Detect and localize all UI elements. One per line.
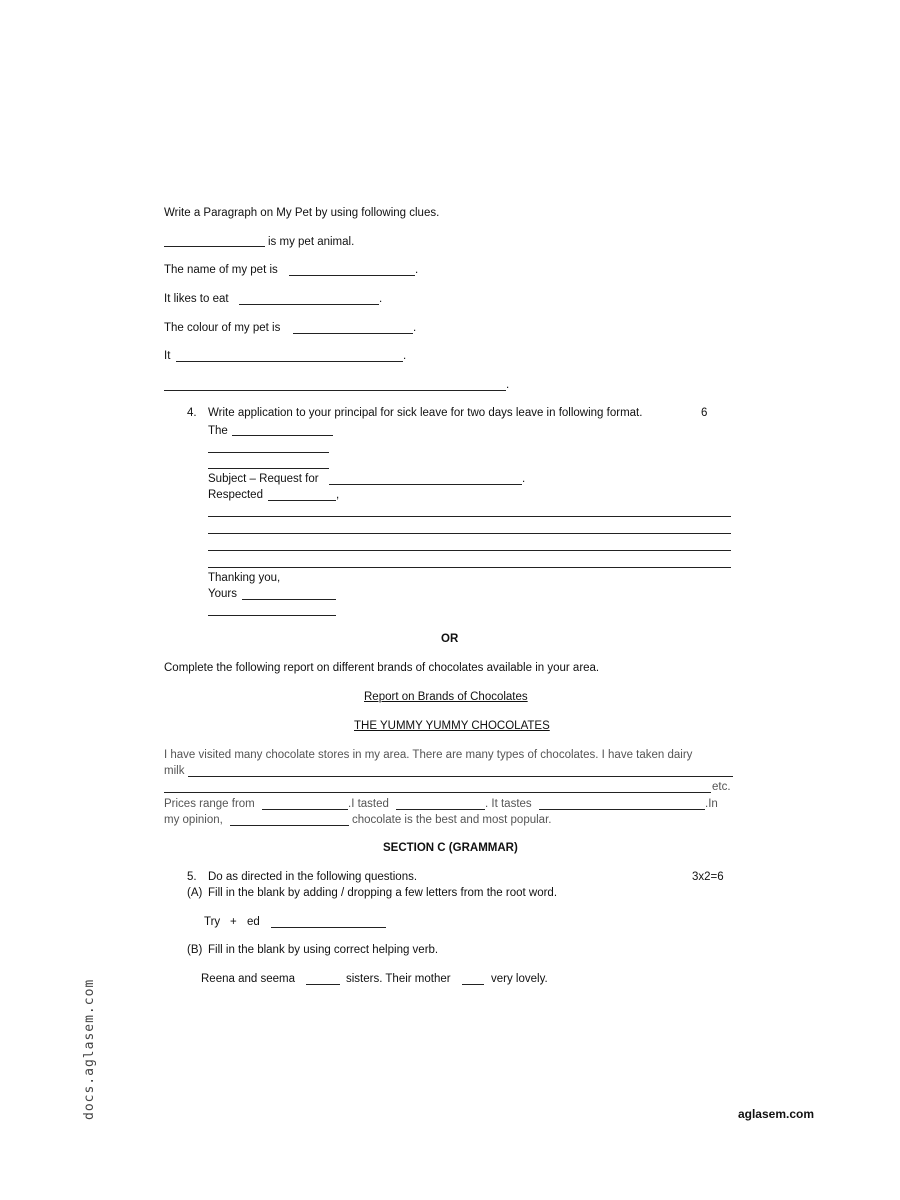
pet-line-2: The name of my pet is — [164, 264, 278, 276]
q5b-sentence-1: Reena and seema — [201, 973, 295, 985]
or-separator: OR — [441, 633, 459, 645]
pet-heading: Write a Paragraph on My Pet by using following clues. — [164, 207, 440, 219]
blank-body-1[interactable] — [208, 516, 731, 517]
pet-line-3: It likes to eat — [164, 293, 229, 305]
dot: . — [403, 350, 407, 362]
blank-price[interactable] — [262, 809, 348, 810]
blank-respected[interactable] — [268, 500, 336, 501]
blank-pet-name[interactable] — [289, 275, 415, 276]
blank-report-2[interactable] — [164, 792, 711, 793]
blank-body-2[interactable] — [208, 533, 731, 534]
letter-thanking: Thanking you, — [208, 572, 281, 584]
blank-report-1[interactable] — [188, 776, 733, 777]
q4-number: 4. — [187, 407, 197, 419]
blank-tasted[interactable] — [396, 809, 485, 810]
dot: . — [522, 473, 526, 485]
q4-prompt: Write application to your principal for sick leave for two days leave in following format. — [208, 407, 643, 419]
report-in: .In — [705, 798, 718, 810]
blank-opinion[interactable] — [230, 825, 349, 826]
dot: . — [379, 293, 383, 305]
blank-yours[interactable] — [242, 599, 336, 600]
pet-line-4: The colour of my pet is — [164, 322, 281, 334]
q5a-suffix: ed — [247, 916, 260, 928]
report-intro: Complete the following report on different brands of chocolates available in your area. — [164, 662, 600, 674]
pet-line-1: is my pet animal. — [268, 236, 355, 248]
letter-respected: Respected — [208, 489, 263, 501]
blank-body-4[interactable] — [208, 567, 731, 568]
blank-subject[interactable] — [329, 484, 522, 485]
letter-yours: Yours — [208, 588, 237, 600]
q5-prompt: Do as directed in the following questions. — [208, 871, 418, 883]
report-para-1: I have visited many chocolate stores in my area. There are many types of chocolates. I have taken dairy — [164, 749, 693, 761]
blank-pet-extra[interactable] — [164, 390, 506, 391]
report-subtitle: THE YUMMY YUMMY CHOCOLATES — [354, 720, 550, 732]
q5a-label: (A) — [187, 887, 203, 899]
q5b-sentence-2: sisters. Their mother — [346, 973, 451, 985]
letter-subject: Subject – Request for — [208, 473, 319, 485]
q5a-root: Try — [204, 916, 221, 928]
blank-q5b-1[interactable] — [306, 984, 340, 985]
report-para-2: milk — [164, 765, 185, 777]
q4-marks: 6 — [701, 407, 708, 419]
q5a-plus: + — [230, 916, 237, 928]
report-etc: etc. — [712, 781, 731, 793]
watermark-text: docs.aglasem.com — [82, 978, 97, 1120]
blank-pet-it[interactable] — [176, 361, 403, 362]
blank-address-2[interactable] — [208, 452, 329, 453]
q5-number: 5. — [187, 871, 197, 883]
q5b-label: (B) — [187, 944, 203, 956]
blank-address-1[interactable] — [232, 435, 333, 436]
report-opinion: my opinion, — [164, 814, 223, 826]
blank-q5a[interactable] — [271, 927, 386, 928]
dot: . — [413, 322, 417, 334]
pet-line-5: It — [164, 350, 171, 362]
blank-address-3[interactable] — [208, 468, 329, 469]
section-c-heading: SECTION C (GRAMMAR) — [383, 842, 518, 854]
report-popular: chocolate is the best and most popular. — [352, 814, 552, 826]
q5-marks: 3x2=6 — [692, 871, 724, 883]
blank-pet-food[interactable] — [239, 304, 379, 305]
report-tasted: .I tasted — [348, 798, 389, 810]
report-tastes: . It tastes — [485, 798, 532, 810]
q5b-sentence-3: very lovely. — [491, 973, 548, 985]
letter-the: The — [208, 425, 228, 437]
blank-signature[interactable] — [208, 615, 336, 616]
q5b-prompt: Fill in the blank by using correct helping verb. — [208, 944, 439, 956]
report-title: Report on Brands of Chocolates — [364, 691, 528, 703]
comma: , — [336, 489, 340, 501]
brand-text: aglasem.com — [737, 1107, 814, 1121]
dot: . — [415, 264, 419, 276]
report-price: Prices range from — [164, 798, 255, 810]
blank-pet-animal[interactable] — [164, 246, 265, 247]
blank-body-3[interactable] — [208, 550, 731, 551]
blank-pet-colour[interactable] — [293, 333, 413, 334]
dot: . — [506, 379, 510, 391]
q5a-prompt: Fill in the blank by adding / dropping a few letters from the root word. — [208, 887, 558, 899]
blank-tastes[interactable] — [539, 809, 705, 810]
blank-q5b-2[interactable] — [462, 984, 484, 985]
